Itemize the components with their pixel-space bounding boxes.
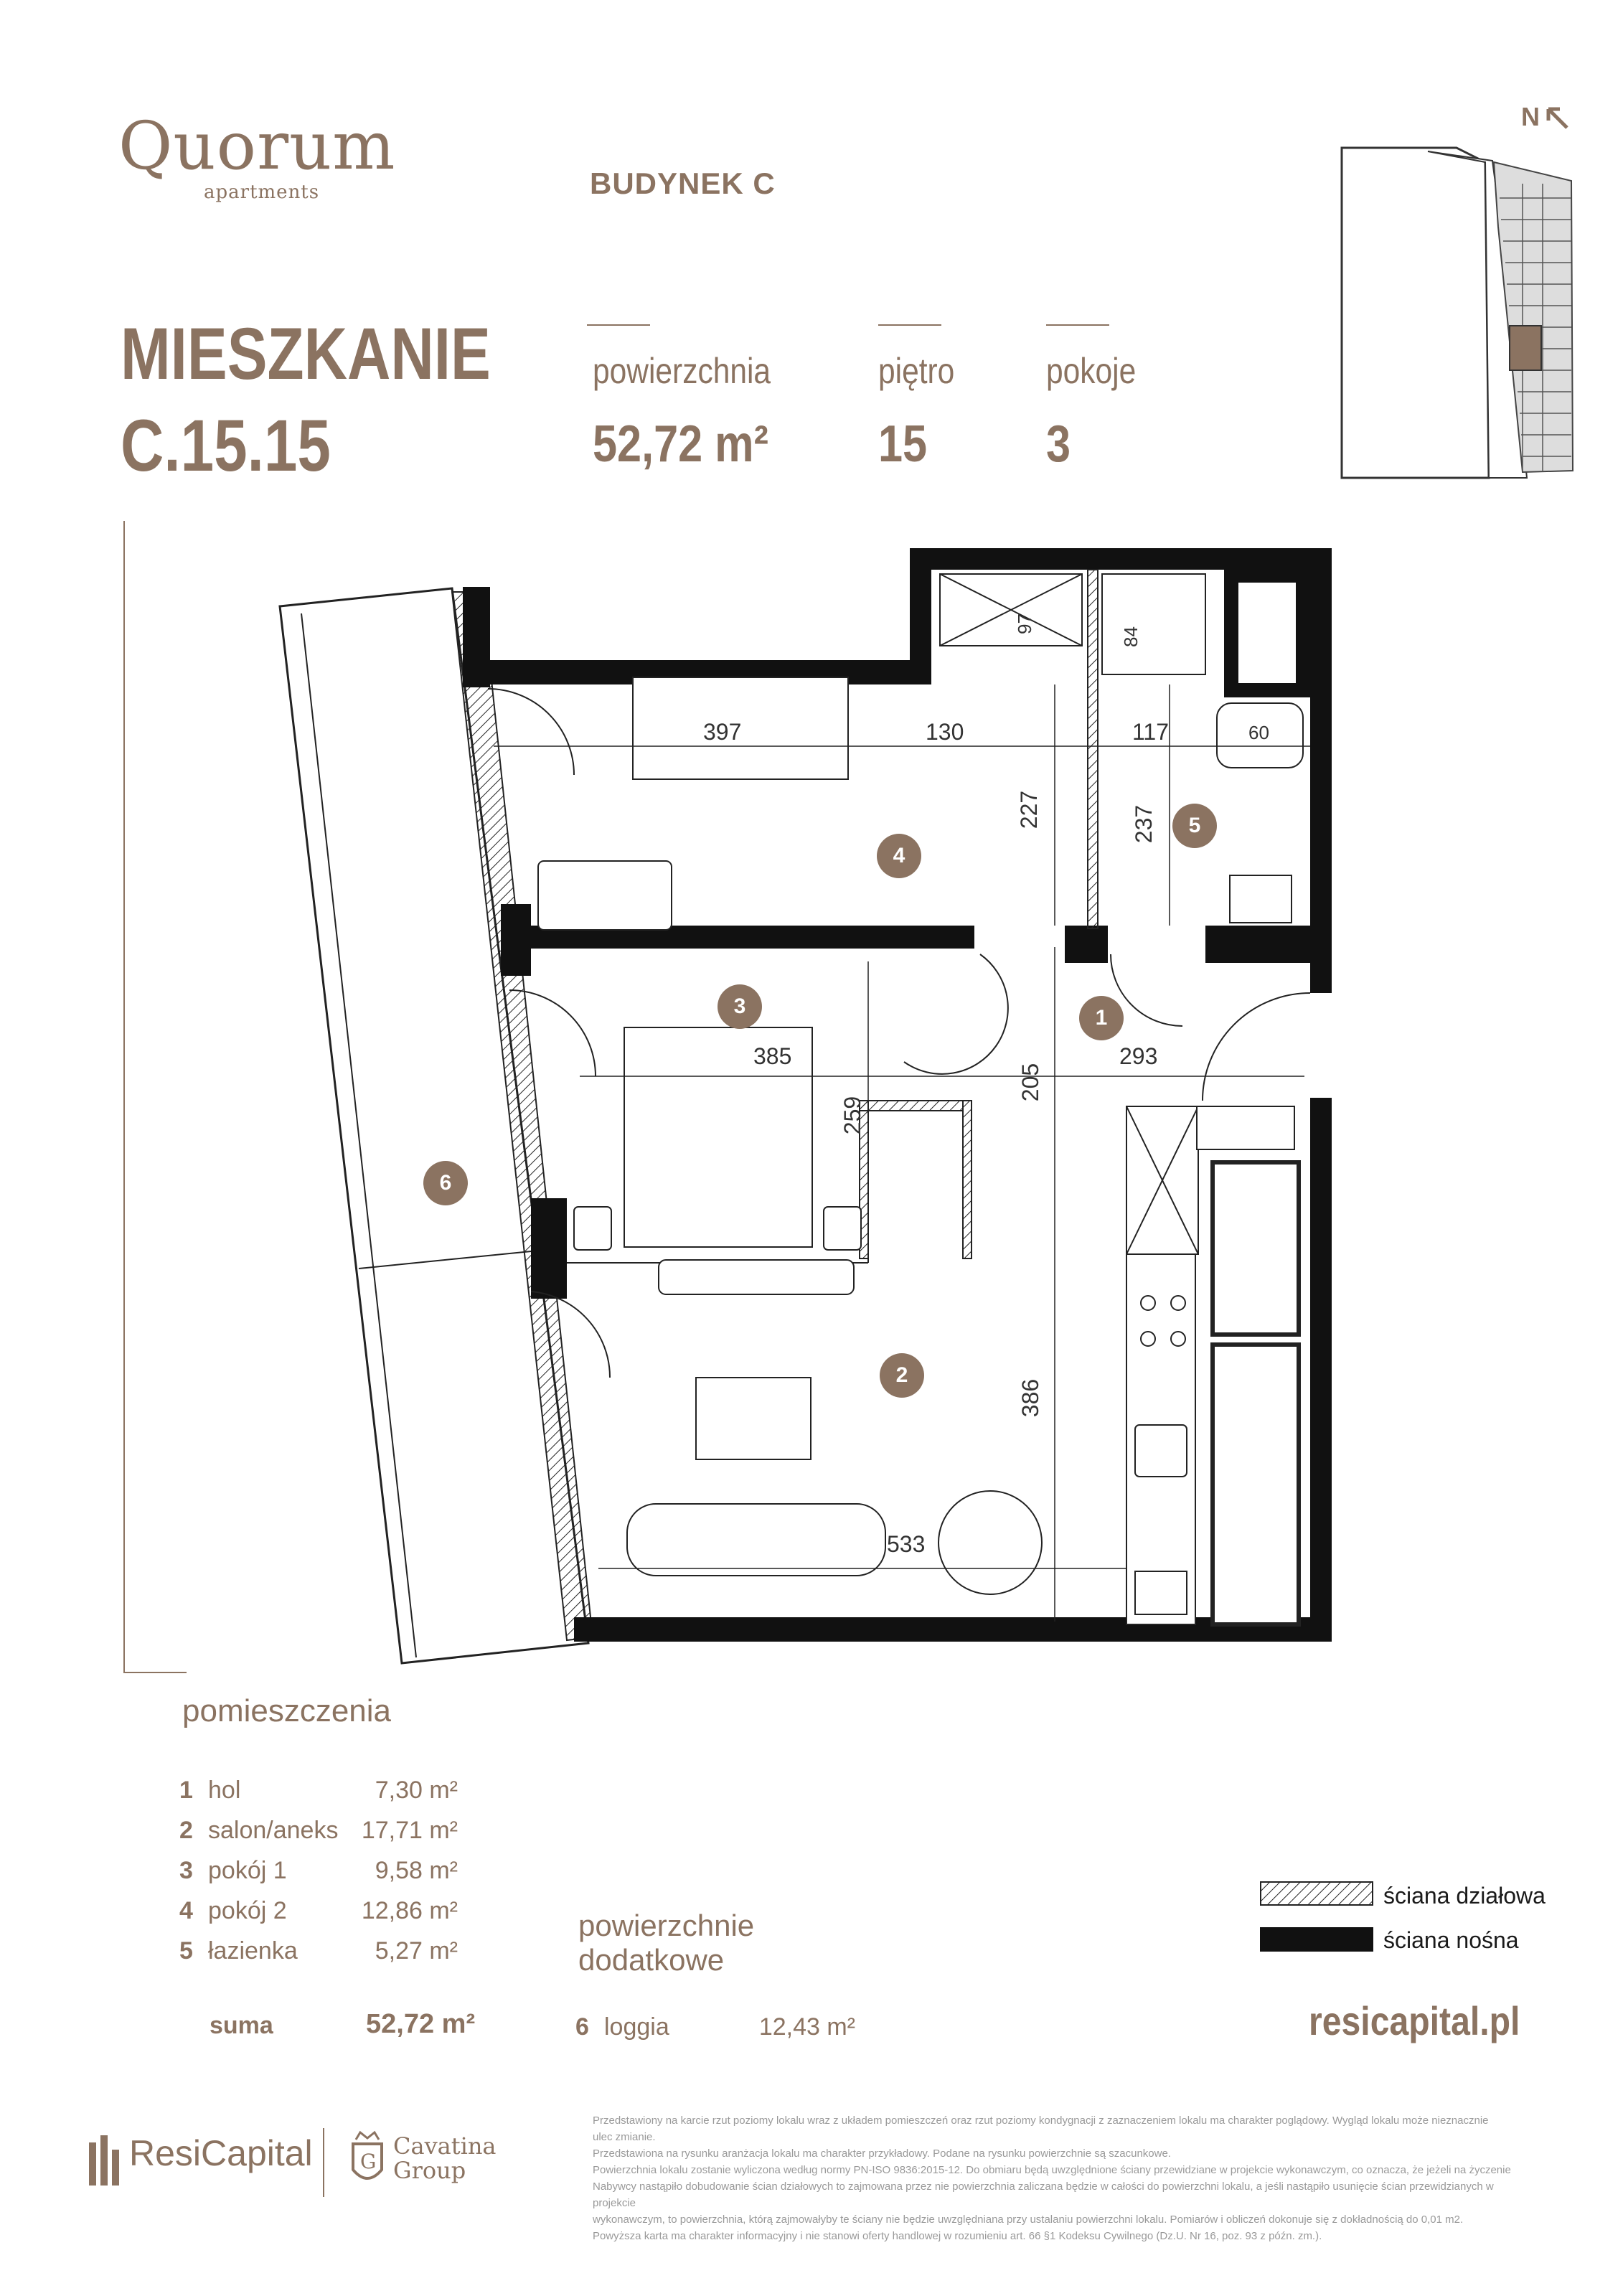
building-label: BUDYNEK C: [590, 166, 776, 200]
list-item: 5 łazienka 5,27 m²: [179, 1937, 458, 1965]
dim-label: 227: [1016, 790, 1043, 829]
legend-solid-swatch: [1260, 1927, 1373, 1952]
room-badge-pokoj-1: 3: [718, 984, 762, 1029]
list-item: 1 hol 7,30 m²: [179, 1777, 458, 1804]
dim-label: 385: [753, 1043, 792, 1069]
legend-bearing-label: ściana nośna: [1383, 1927, 1519, 1953]
room-badge-hol: 1: [1079, 996, 1124, 1040]
list-item: 3 pokój 1 9,58 m²: [179, 1857, 458, 1884]
brand-subtitle: apartments: [204, 182, 320, 203]
dim-label: 293: [1119, 1043, 1158, 1069]
svg-text:G: G: [360, 2150, 377, 2173]
loggia-outline: [280, 588, 588, 1663]
north-label: N: [1521, 102, 1540, 131]
floor-plan: [265, 531, 1356, 1693]
stat-floor-label: piętro: [878, 351, 955, 391]
dim-label: 533: [887, 1531, 926, 1557]
dim-label: 397: [703, 719, 742, 745]
apartment-label: MIESZKANIE: [121, 313, 491, 395]
shaft: [1238, 583, 1296, 683]
sum-value: 52,72 m²: [366, 2009, 476, 2039]
kitchen-units: [1126, 1106, 1299, 1624]
sum-label: suma: [210, 2012, 273, 2039]
room-badge-lazienka: 5: [1172, 804, 1217, 848]
extra-areas-title: powierzchnie dodatkowe: [578, 1909, 755, 1977]
legend-hatched-swatch: [1260, 1881, 1373, 1906]
disclaimer: Przedstawiony na karcie rzut poziomy lokalu wraz z układem pomieszczeń oraz rzut poziomy kondygnacji z zaznaczeniem lokalu ma charakter poglądowy. Wygląd lokalu może nieznacznie ulec zmianie. Przedstawiona na rysunku aranżacja lokalu ma charakter przykładowy. Podane na rysunku powierzchnie są szacunkowe. Powierzchnia lokalu zostanie wyliczona według normy PN-ISO 9836:2015-12. Do obmiaru będą uwzględnione ściany przewidziane w projekcie wykonawczym, co oznacza, że jeżeli na życzenie Nabywcy nastąpiło dobudowanie ścian działowych to zajmowana przez nie powierzchnia zaliczana będzie w całości do powierzchni lokalu, a jeśli nastąpiło usunięcie ścian przewidzianych w projekcie wykonawczym, to powierzchnia, którą zajmowałyby te ściany nie będzie uwzględniana przy ustalaniu powierzchni lokalu. Pomiarów i obliczeń dokonuje się z dokładnością do 0,01 m2. Powyższa karta ma charakter informacyjny i nie stanowi oferty handlowej w rozumieniu art. 66 §1 Kodeksu Cywilnego (Dz.U. Nr 16, poz. 93 z późn. zm.).: [593, 2114, 1511, 2242]
building-key-plan: [1335, 141, 1579, 481]
dim-label: 237: [1131, 804, 1157, 844]
list-item: 2 salon/aneks 17,71 m²: [179, 1817, 458, 1844]
section-rule: [123, 1672, 187, 1673]
stat-floor-value: 15: [878, 415, 928, 473]
logo-divider: [323, 2128, 324, 2197]
stat-rule: [587, 324, 650, 326]
dim-label: 205: [1017, 1063, 1044, 1102]
legend-partition-label: ściana działowa: [1383, 1883, 1546, 1909]
stat-rule: [1046, 324, 1109, 326]
room-badge-salon: 2: [880, 1353, 924, 1398]
stat-area-value: 52,72 m²: [593, 415, 768, 473]
brand-logo: Quorum: [118, 108, 396, 184]
cavatina-logo: Cavatina Group: [393, 2132, 497, 2184]
stat-rooms-label: pokoje: [1046, 351, 1137, 391]
stat-area-label: powierzchnia: [593, 351, 771, 391]
rooms-title: pomieszczenia: [182, 1693, 392, 1728]
website-link[interactable]: resicapital.pl: [1309, 1998, 1520, 2043]
north-arrow-icon: [1543, 103, 1574, 135]
dim-label: 97: [1013, 613, 1035, 634]
dim-label: 60: [1248, 722, 1269, 743]
stat-rooms-value: 3: [1046, 415, 1071, 473]
dim-label: 259: [839, 1096, 866, 1135]
list-item: 4 pokój 2 12,86 m²: [179, 1897, 458, 1924]
load-bearing-walls: [463, 548, 1332, 1642]
apartment-number: C.15.15: [121, 405, 331, 486]
resicapital-logo-icon: [89, 2135, 121, 2186]
dim-label: 130: [926, 719, 964, 745]
dim-label: 117: [1132, 719, 1170, 745]
stat-rule: [878, 324, 941, 326]
resicapital-logo: ResiCapital: [129, 2133, 313, 2173]
dim-label: 84: [1119, 626, 1142, 647]
room-badge-pokoj-2: 4: [877, 834, 921, 878]
left-divider: [123, 521, 125, 1673]
dim-label: 386: [1017, 1378, 1044, 1418]
cavatina-crest-icon: [347, 2130, 387, 2187]
room-badge-loggia: 6: [423, 1161, 468, 1205]
apartment-highlight: [1510, 326, 1541, 370]
